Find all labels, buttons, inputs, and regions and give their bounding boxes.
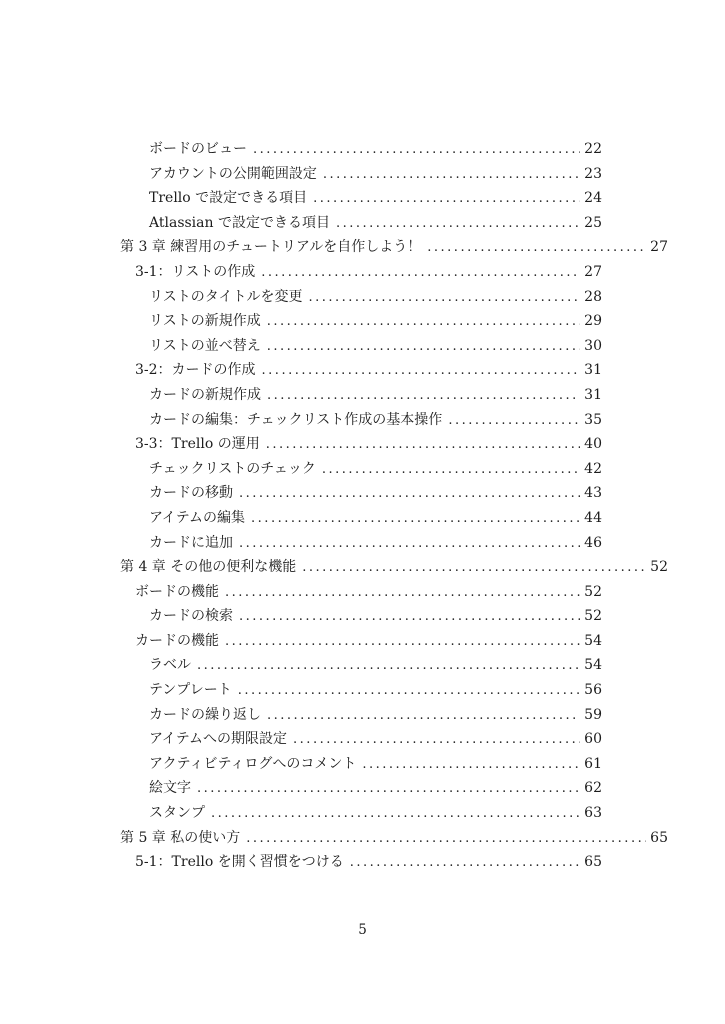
toc-entry xyxy=(120,211,668,236)
dot-leader xyxy=(323,162,580,188)
dot-leader xyxy=(211,801,580,827)
toc-entry-label: カードに追加 xyxy=(149,534,233,551)
toc-entry xyxy=(120,604,668,629)
toc-entry xyxy=(120,481,668,506)
toc-page-number: 43 xyxy=(584,485,602,502)
toc-entry xyxy=(120,408,668,433)
dot-leader xyxy=(267,383,580,409)
toc-entry-label: 第 5 章 私の使い方 xyxy=(120,829,241,846)
toc-entry xyxy=(120,235,668,260)
dot-leader xyxy=(266,432,580,458)
toc-entry-label: 5-1：Trello を開く習慣をつける xyxy=(135,854,344,871)
toc-entry xyxy=(120,358,668,383)
toc-entry-label: アイテムへの期限設定 xyxy=(149,731,288,748)
dot-leader xyxy=(302,555,646,581)
dot-leader xyxy=(350,850,580,876)
dot-leader xyxy=(322,457,580,483)
dot-leader xyxy=(246,826,646,852)
toc-entry xyxy=(120,162,668,187)
toc-page-number: 28 xyxy=(584,288,602,305)
dot-leader xyxy=(239,531,580,557)
toc-entry-label: 第 4 章 その他の便利な機能 xyxy=(120,559,297,576)
toc-entry-label: カードの検索 xyxy=(149,608,233,625)
toc-entry xyxy=(120,580,668,605)
toc-entry-label: ラベル xyxy=(149,657,191,674)
toc-entry xyxy=(120,801,668,826)
toc-page-number: 46 xyxy=(584,534,602,551)
dot-leader xyxy=(313,186,580,212)
dot-leader xyxy=(336,211,580,237)
toc-entry xyxy=(120,776,668,801)
toc-page-number: 27 xyxy=(650,239,668,256)
dot-leader xyxy=(197,653,580,679)
dot-leader xyxy=(238,678,580,704)
toc-entry-label: カードの繰り返し xyxy=(149,706,261,723)
toc-entry-label: Trello で設定できる項目 xyxy=(149,190,308,207)
toc-page-number: 52 xyxy=(584,608,602,625)
dot-leader xyxy=(267,309,580,335)
toc-entry xyxy=(120,555,668,580)
toc-entry xyxy=(120,678,668,703)
dot-leader xyxy=(239,481,580,507)
toc-page-number: 59 xyxy=(584,706,602,723)
page-number-footer: 5 xyxy=(358,922,367,938)
toc-entry-label: アクティビティログへのコメント xyxy=(149,755,357,772)
toc-entry-label: リストの並べ替え xyxy=(149,337,261,354)
toc-page-number: 52 xyxy=(650,559,668,576)
toc-entry xyxy=(120,137,668,162)
toc-page-number: 35 xyxy=(584,411,602,428)
dot-leader xyxy=(262,358,581,384)
toc-page-number: 27 xyxy=(584,263,602,280)
toc-entry xyxy=(120,260,668,285)
dot-leader xyxy=(293,727,580,753)
toc-entry-label: アイテムの編集 xyxy=(149,509,246,526)
dot-leader xyxy=(308,285,580,311)
dot-leader xyxy=(225,629,580,655)
toc-page-number: 60 xyxy=(584,731,602,748)
toc-entry xyxy=(120,457,668,482)
toc-entry-label: ボードのビュー xyxy=(149,141,247,157)
toc-page-number: 31 xyxy=(584,362,602,379)
dot-leader xyxy=(253,137,580,163)
toc-entry xyxy=(120,826,668,851)
toc-page-number: 52 xyxy=(584,583,602,600)
toc-page-number: 24 xyxy=(584,190,602,207)
toc-entry-label: リストのタイトルを変更 xyxy=(149,288,303,305)
toc-entry-label: スタンプ xyxy=(149,805,205,822)
toc-entry xyxy=(120,727,668,752)
toc-page-number: 40 xyxy=(584,436,602,453)
toc-page-number: 63 xyxy=(584,805,602,822)
toc-entry xyxy=(120,506,668,531)
dot-leader xyxy=(225,580,580,606)
toc-entry xyxy=(120,653,668,678)
dot-leader xyxy=(239,604,580,630)
toc-entry-label: 3-2：カードの作成 xyxy=(135,362,256,379)
toc-page-number: 65 xyxy=(584,854,602,871)
table-of-contents xyxy=(120,137,668,875)
toc-entry-label: カードの機能 xyxy=(135,632,219,649)
dot-leader xyxy=(267,703,580,729)
toc-entry-label: カードの新規作成 xyxy=(149,386,261,403)
toc-page-number: 44 xyxy=(584,509,602,526)
toc-entry xyxy=(120,186,668,211)
toc-entry-label: アカウントの公開範囲設定 xyxy=(149,165,317,182)
toc-entry xyxy=(120,703,668,728)
toc-entry xyxy=(120,850,668,875)
toc-entry-label: 第 3 章 練習用のチュートリアルを自作しよう！ xyxy=(120,239,422,256)
toc-entry xyxy=(120,309,668,334)
toc-entry-label: カードの編集：チェックリスト作成の基本操作 xyxy=(149,411,443,428)
dot-leader xyxy=(267,334,580,360)
toc-entry-label: リストの新規作成 xyxy=(149,313,261,330)
toc-page-number: 22 xyxy=(584,141,602,157)
toc-entry-label: 3-3：Trello の運用 xyxy=(135,436,260,453)
toc-page-number: 61 xyxy=(584,755,602,772)
toc-page-number: 42 xyxy=(584,460,602,477)
toc-entry-label: ボードの機能 xyxy=(135,583,219,600)
dot-leader xyxy=(427,235,646,261)
toc-page-number: 56 xyxy=(584,682,602,699)
toc-entry xyxy=(120,432,668,457)
toc-page-number: 29 xyxy=(584,313,602,330)
toc-page-number: 30 xyxy=(584,337,602,354)
toc-entry xyxy=(120,334,668,359)
dot-leader xyxy=(251,506,580,532)
toc-entry xyxy=(120,629,668,654)
toc-entry-label: テンプレート xyxy=(149,682,232,699)
toc-entry xyxy=(120,285,668,310)
toc-page-number: 23 xyxy=(584,165,602,182)
toc-page-number: 54 xyxy=(584,657,602,674)
dot-leader xyxy=(448,408,580,434)
toc-entry-label: 3-1：リストの作成 xyxy=(135,263,256,280)
toc-page-number: 31 xyxy=(584,386,602,403)
dot-leader xyxy=(261,260,580,286)
toc-page-number: 54 xyxy=(584,632,602,649)
toc-page-number: 25 xyxy=(584,214,602,231)
toc-entry-label: Atlassian で設定できる項目 xyxy=(149,214,330,231)
dot-leader xyxy=(362,752,580,778)
toc-entry xyxy=(120,383,668,408)
toc-entry-label: 絵文字 xyxy=(149,780,191,797)
toc-entry xyxy=(120,752,668,777)
toc-entry-label: カードの移動 xyxy=(149,485,233,502)
toc-page-number: 62 xyxy=(584,780,602,797)
toc-entry-label: チェックリストのチェック xyxy=(149,460,316,477)
toc-entry xyxy=(120,531,668,556)
toc-page-number: 65 xyxy=(650,829,668,846)
dot-leader xyxy=(197,776,580,802)
